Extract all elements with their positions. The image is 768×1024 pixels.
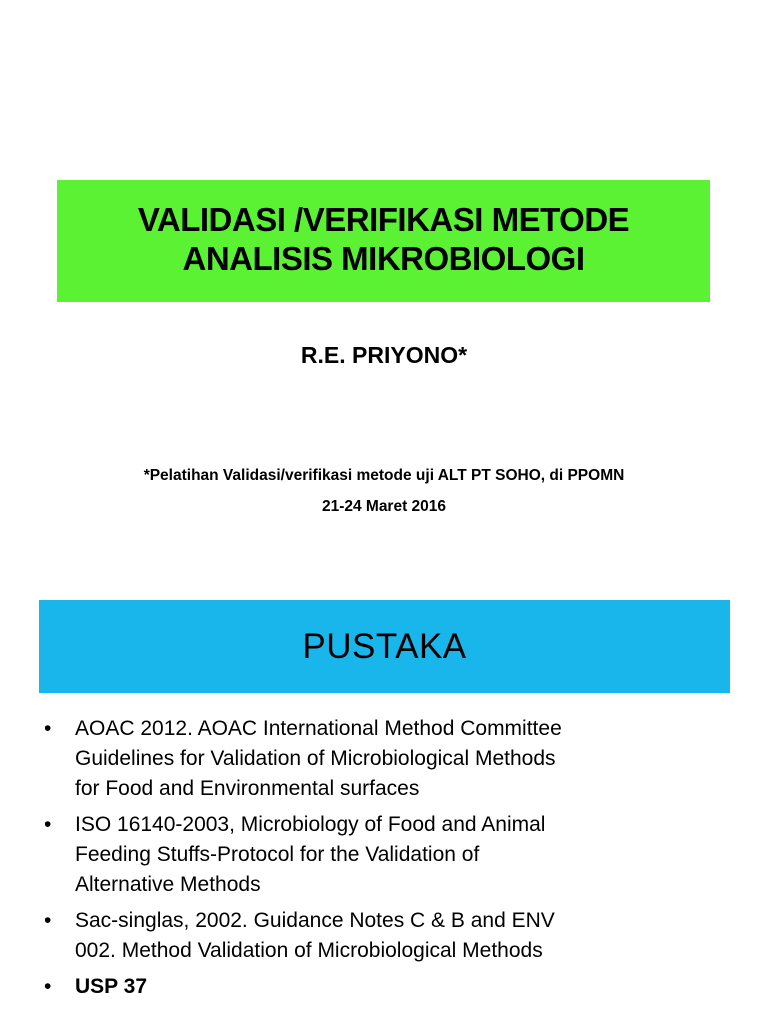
reference-line: AOAC 2012. AOAC International Method Committee [75,717,562,740]
reference-item [0,810,768,900]
reference-line: Alternative Methods [75,873,261,896]
reference-line: Sac-singlas, 2002. Guidance Notes C & B and ENV [75,909,555,932]
reference-list [0,714,768,1008]
training-footnote: *Pelatihan Validasi/verifikasi metode uji ALT PT SOHO, di PPOMN [143,467,625,484]
reference-line: ISO 16140-2003, Microbiology of Food and Animal [75,813,546,836]
reference-item [0,714,768,804]
bullet-icon: • [44,975,52,998]
training-date: 21-24 Maret 2016 [321,498,447,515]
bullet-icon: • [44,717,52,740]
reference-line: for Food and Environmental surfaces [75,777,420,800]
section-title-banner [39,600,730,693]
reference-line: Feeding Stuffs-Protocol for the Validation of [75,843,480,866]
author-name: R.E. PRIYONO* [300,342,468,368]
bullet-icon: • [44,813,52,836]
section-title: PUSTAKA [302,627,467,666]
reference-line: USP 37 [75,975,147,998]
bullet-icon: • [44,909,52,932]
title-banner [57,180,710,302]
reference-line: 002. Method Validation of Microbiological Methods [75,939,543,962]
title-line-1: VALIDASI /VERIFIKASI METODE [137,201,630,238]
reference-item [0,972,768,1002]
reference-item [0,906,768,966]
title-line-2: ANALISIS MIKROBIOLOGI [182,240,585,277]
reference-line: Guidelines for Validation of Microbiological Methods [75,747,556,770]
